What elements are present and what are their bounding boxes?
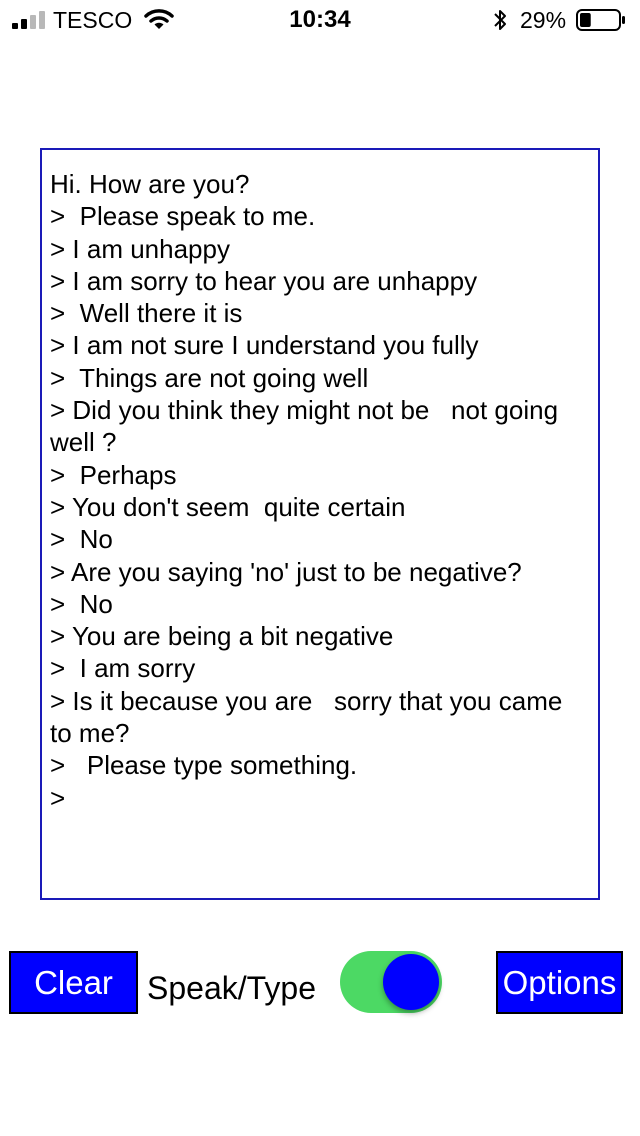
battery-icon [576,9,626,31]
transcript-line: > [50,782,66,813]
transcript-line: > I am not sure I understand you fully [50,330,479,361]
transcript-line: > Perhaps [50,459,177,490]
transcript-line: > You are being a bit negative [50,621,394,652]
speak-type-toggle[interactable] [340,951,442,1013]
transcript-line: Hi. How are you? [50,169,250,199]
transcript-line: > Are you saying 'no' just to be negative? [50,556,522,587]
transcript-line: > Well there it is [50,298,243,329]
transcript-line: > I am sorry to hear you are unhappy [50,265,478,296]
transcript-line: > Please type something. [50,750,358,781]
speak-type-label: Speak/Type [147,970,316,1006]
transcript-line: > No [50,588,113,619]
toggle-knob[interactable] [383,954,439,1010]
conversation-transcript[interactable] [40,148,600,900]
status-time: 10:34 [289,6,351,33]
options-button[interactable]: Options [496,951,623,1014]
transcript-line: > Is it because you are sorry that you came to me? [50,685,570,749]
status-bar [0,0,640,40]
transcript-line: > Did you think they might not be not going well ? [50,395,566,458]
bluetooth-icon [492,8,508,32]
transcript-line: > No [50,524,113,555]
clear-button[interactable]: Clear [9,951,138,1014]
transcript-line: > Please speak to me. [50,201,316,232]
transcript-line: > I am sorry [50,653,196,684]
transcript-line: > I am unhappy [50,233,230,264]
transcript-line: > You don't seem quite certain [50,491,406,522]
transcript-line: > Things are not going well [50,362,369,393]
carrier-name: TESCO [53,7,133,33]
battery-percent: 29% [520,7,567,33]
